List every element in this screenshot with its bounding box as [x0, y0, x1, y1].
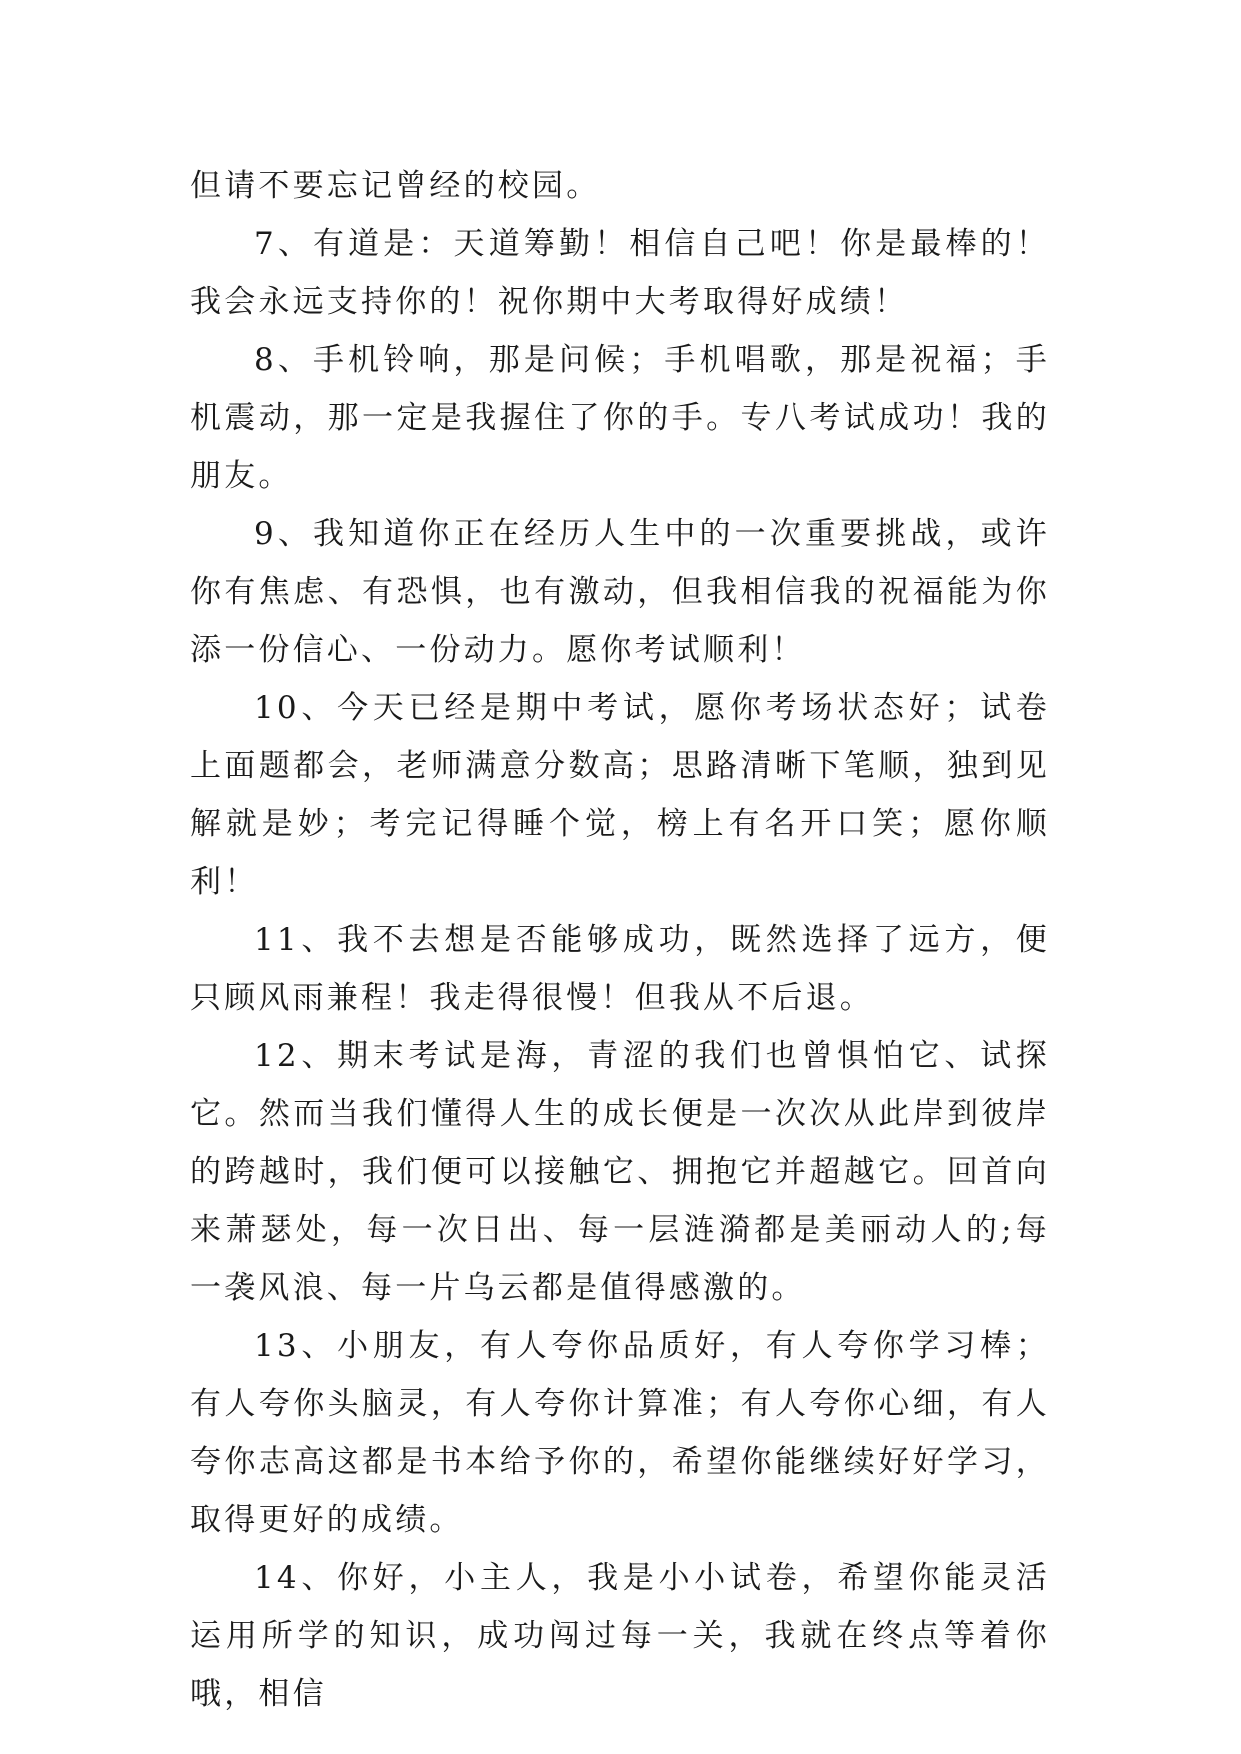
- paragraph-item-11: 11、我不去想是否能够成功，既然选择了远方，便只顾风雨兼程！我走得很慢！但我从不后退。: [190, 922, 1050, 1016]
- paragraph-item-8: 8、手机铃响，那是问候；手机唱歌，那是祝福；手机震动，那一定是我握住了你的手。专八考试成功！我的朋友。: [190, 342, 1050, 494]
- document-body: [190, 157, 1050, 1723]
- paragraph-item-9: 9、我知道你正在经历人生中的一次重要挑战，或许你有焦虑、有恐惧，也有激动，但我相信我的祝福能为你添一份信心、一份动力。愿你考试顺利！: [190, 516, 1050, 668]
- paragraph-item-12: 12、期末考试是海，青涩的我们也曾惧怕它、试探它。然而当我们懂得人生的成长便是一次次从此岸到彼岸的跨越时，我们便可以接触它、拥抱它并超越它。回首向来萧瑟处，每一次日出、每一层涟漪都是美丽动人的;每一袭风浪、每一片乌云都是值得感激的。: [190, 1038, 1050, 1306]
- paragraph-item-10: 10、今天已经是期中考试，愿你考场状态好；试卷上面题都会，老师满意分数高；思路清晰下笔顺，独到见解就是妙；考完记得睡个觉，榜上有名开口笑；愿你顺利！: [190, 690, 1050, 900]
- paragraph-item-7: 7、有道是：天道筹勤！相信自己吧！你是最棒的！我会永远支持你的！祝你期中大考取得好成绩！: [190, 226, 1050, 320]
- paragraph-item-14: 14、你好，小主人，我是小小试卷，希望你能灵活运用所学的知识，成功闯过每一关，我就在终点等着你哦，相信: [190, 1560, 1050, 1712]
- paragraph-continuation: 但请不要忘记曾经的校园。: [190, 168, 601, 204]
- paragraph-item-13: 13、小朋友，有人夸你品质好，有人夸你学习棒；有人夸你头脑灵，有人夸你计算准；有人夸你心细，有人夸你志高这都是书本给予你的，希望你能继续好好学习，取得更好的成绩。: [190, 1328, 1050, 1538]
